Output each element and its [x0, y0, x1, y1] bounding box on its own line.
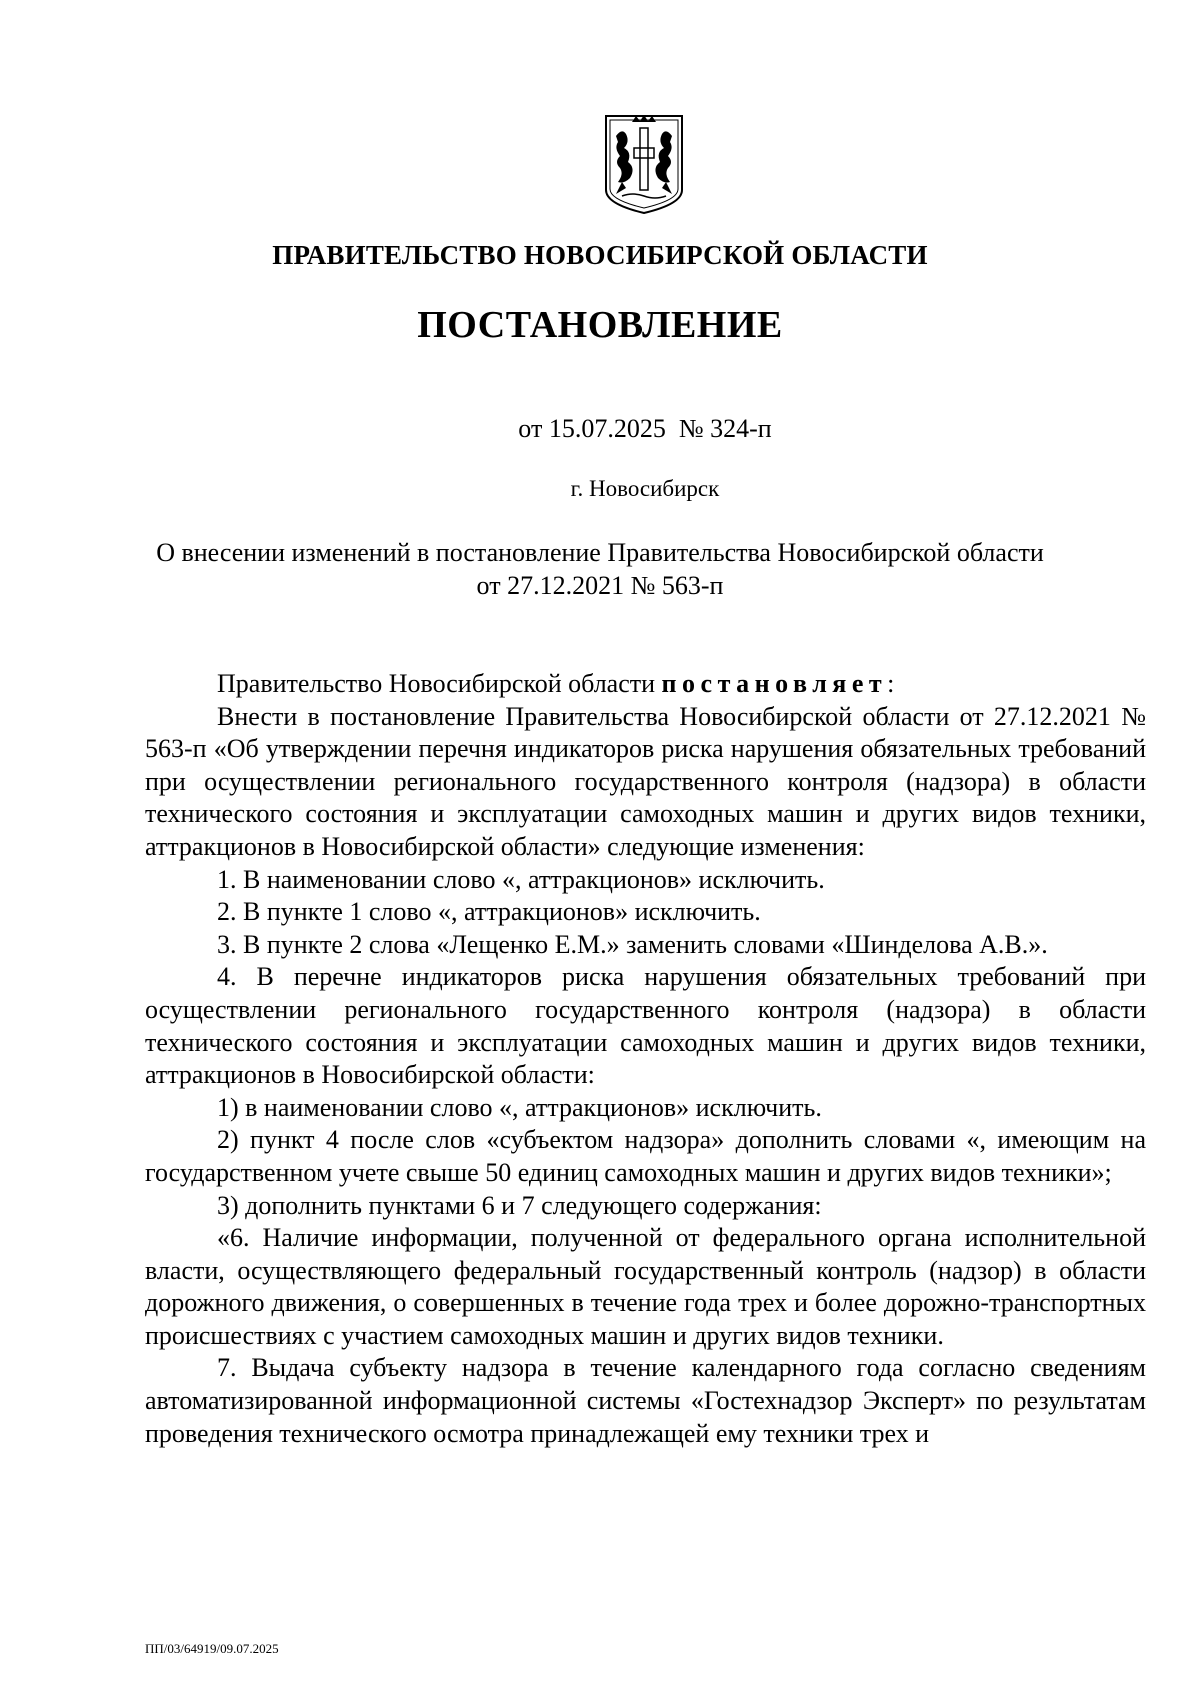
paragraph-item-1: 1. В наименовании слово «, аттракционов» исключить.: [217, 864, 825, 894]
document-city: г. Новосибирск: [570, 476, 720, 501]
document-date-number: от 15.07.2025 № 324-п: [518, 414, 772, 443]
paragraph-item-2: 2. В пункте 1 слово «, аттракционов» исключить.: [217, 897, 761, 927]
intro-prefix: Правительство Новосибирской области: [217, 669, 662, 698]
document-type-title: ПОСТАНОВЛЕНИЕ: [417, 304, 783, 346]
paragraph-amend: Внести в постановление Правительства Новосибирской области от 27.12.2021 № 563-п «Об утверждении перечня индикаторов риска нарушения обязательных требований при осуществлении регионального государственного контроля (надзора) в области технического состояния и эксплуатации самоходных машин и других видов техники, аттракционов в Новосибирской области» следующие изменения:: [145, 701, 1146, 861]
paragraph-point-7: 7. Выдача субъекту надзора в течение календарного года согласно сведениям автоматизированной информационной системы «Гостехнадзор Эксперт» по результатам проведения технического осмотра принадлежащей ему техники трех и: [145, 1353, 1146, 1448]
resolution-intro: [145, 668, 1146, 701]
paragraph-subitem-3: 3) дополнить пунктами 6 и 7 следующего содержания:: [217, 1190, 822, 1220]
coat-of-arms-icon: [602, 112, 686, 216]
organization-title: ПРАВИТЕЛЬСТВО НОВОСИБИРСКОЙ ОБЛАСТИ: [272, 240, 928, 270]
footer-document-code: ПП/03/64919/09.07.2025: [145, 1641, 279, 1656]
paragraph-point-6: «6. Наличие информации, полученной от федерального органа исполнительной власти, осуществляющего федеральный государственный контроль (надзор) в области дорожного движения, о совершенных в течение года трех и более дорожно-транспортных происшествиях с участием самоходных машин и других видов техники.: [145, 1223, 1146, 1350]
subject-line-1: О внесении изменений в постановление Правительства Новосибирской области: [156, 538, 1044, 567]
intro-suffix: :: [887, 669, 895, 698]
document-subject: [100, 536, 1100, 602]
paragraph-subitem-2: 2) пункт 4 после слов «субъектом надзора» дополнить словами «, имеющим на государственном учете свыше 50 единиц самоходных машин и других видов техники»;: [145, 1125, 1146, 1187]
paragraph-subitem-1: 1) в наименовании слово «, аттракционов» исключить.: [217, 1092, 822, 1122]
subject-line-2: от 27.12.2021 № 563-п: [476, 571, 724, 600]
paragraph-item-3: 3. В пункте 2 слова «Лещенко Е.М.» заменить словами «Шинделова А.В.».: [217, 929, 1048, 959]
resolves-keyword: постановляет: [661, 669, 888, 698]
document-body: [145, 668, 1146, 1450]
paragraph-item-4: 4. В перечне индикаторов риска нарушения обязательных требований при осуществлении регионального государственного контроля (надзора) в области технического состояния и эксплуатации самоходных машин и других видов техники, аттракционов в Новосибирской области:: [145, 962, 1146, 1090]
